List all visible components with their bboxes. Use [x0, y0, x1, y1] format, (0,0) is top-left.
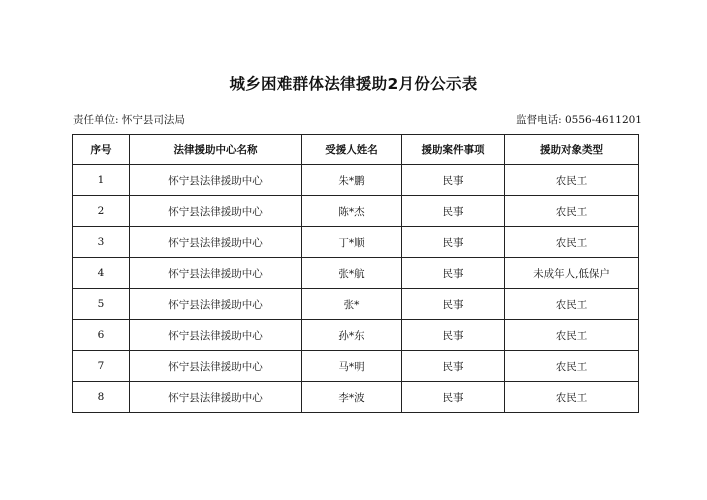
cell-recipient-name: 张* [302, 289, 402, 320]
table-row [73, 165, 639, 196]
cell-serial-number: 5 [73, 289, 130, 320]
table-row [73, 351, 639, 382]
cell-serial-number: 2 [73, 196, 130, 227]
cell-recipient-type: 农民工 [505, 196, 639, 227]
document-title: 城乡困难群体法律援助2月份公示表 [229, 75, 478, 93]
cell-case-matter: 民事 [402, 196, 505, 227]
cell-case-matter: 民事 [402, 258, 505, 289]
cell-recipient-type: 农民工 [505, 351, 639, 382]
table-row [73, 258, 639, 289]
cell-serial-number: 6 [73, 320, 130, 351]
cell-center-name: 怀宁县法律援助中心 [130, 258, 302, 289]
cell-recipient-name: 张*航 [302, 258, 402, 289]
cell-center-name: 怀宁县法律援助中心 [130, 382, 302, 413]
table-row [73, 382, 639, 413]
cell-recipient-name: 李*波 [302, 382, 402, 413]
cell-center-name: 怀宁县法律援助中心 [130, 320, 302, 351]
cell-serial-number: 7 [73, 351, 130, 382]
cell-case-matter: 民事 [402, 165, 505, 196]
cell-serial-number: 8 [73, 382, 130, 413]
cell-serial-number: 1 [73, 165, 130, 196]
cell-recipient-name: 孙*东 [302, 320, 402, 351]
cell-case-matter: 民事 [402, 320, 505, 351]
cell-case-matter: 民事 [402, 289, 505, 320]
cell-recipient-type: 农民工 [505, 382, 639, 413]
table-row [73, 227, 639, 258]
cell-recipient-type: 农民工 [505, 289, 639, 320]
cell-recipient-name: 丁*顺 [302, 227, 402, 258]
header-recipient-name: 受援人姓名 [302, 135, 402, 165]
cell-center-name: 怀宁县法律援助中心 [130, 227, 302, 258]
cell-recipient-type: 农民工 [505, 320, 639, 351]
header-case-matter: 援助案件事项 [402, 135, 505, 165]
cell-recipient-name: 陈*杰 [302, 196, 402, 227]
cell-recipient-name: 朱*鹏 [302, 165, 402, 196]
header-recipient-type: 援助对象类型 [505, 135, 639, 165]
cell-serial-number: 3 [73, 227, 130, 258]
cell-center-name: 怀宁县法律援助中心 [130, 351, 302, 382]
cell-recipient-name: 马*明 [302, 351, 402, 382]
responsible-unit: 责任单位: 怀宁县司法局 [73, 114, 185, 126]
table-row [73, 196, 639, 227]
table-row [73, 289, 639, 320]
cell-recipient-type: 农民工 [505, 227, 639, 258]
table-header-row [73, 135, 639, 165]
cell-center-name: 怀宁县法律援助中心 [130, 196, 302, 227]
supervision-phone: 监督电话: 0556-4611201 [516, 114, 642, 126]
header-center-name: 法律援助中心名称 [130, 135, 302, 165]
legal-aid-table [72, 134, 639, 413]
cell-recipient-type: 农民工 [505, 165, 639, 196]
cell-serial-number: 4 [73, 258, 130, 289]
cell-case-matter: 民事 [402, 227, 505, 258]
cell-center-name: 怀宁县法律援助中心 [130, 289, 302, 320]
table-row [73, 320, 639, 351]
header-serial-number: 序号 [73, 135, 130, 165]
cell-case-matter: 民事 [402, 351, 505, 382]
cell-center-name: 怀宁县法律援助中心 [130, 165, 302, 196]
cell-case-matter: 民事 [402, 382, 505, 413]
cell-recipient-type: 未成年人,低保户 [505, 258, 639, 289]
